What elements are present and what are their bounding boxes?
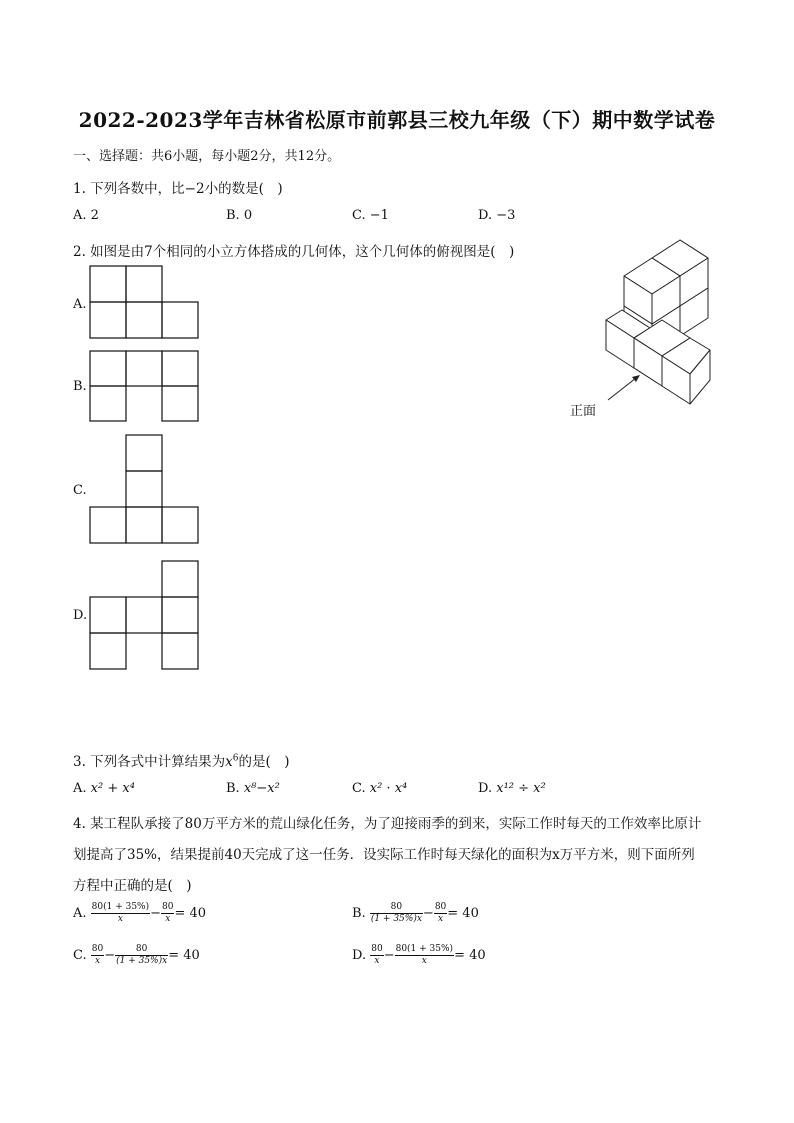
q4-option-b: [352, 902, 479, 925]
cube-front-label: 正面: [570, 404, 597, 419]
q2-option-d-figure: [88, 559, 200, 671]
q2-option-b-label: B.: [73, 379, 87, 394]
q4-b-op: −: [422, 906, 434, 921]
q3-option-c: [352, 781, 407, 796]
question-1-stem: 1. 下列各数中，比−2小的数是( ): [73, 181, 283, 197]
q4-b-num1: 80: [370, 902, 423, 914]
q4-c-den1: x: [94, 956, 101, 966]
q4-d-op: −: [383, 948, 395, 963]
q2-option-b-figure: [88, 349, 200, 423]
q3-option-a-label: A.: [73, 781, 91, 796]
q4-a-den1: x: [117, 914, 123, 924]
q4-a-num2: 80: [162, 902, 174, 912]
q3-option-b: [226, 781, 280, 796]
page-title: 2022-2023学年吉林省松原市前郭县三校九年级（下）期中数学试卷: [78, 108, 716, 132]
q4-d-num2: 80(1 + 35%): [395, 944, 454, 954]
q4-option-c-label: C.: [73, 948, 91, 963]
q4-a-num1: 80(1 + 35%): [91, 902, 150, 912]
q3-stem-pre: 3. 下列各式中计算结果为: [73, 754, 226, 770]
q4-a-op: −: [150, 906, 162, 921]
q3-option-c-label: C.: [352, 781, 370, 796]
q4-option-c: [73, 944, 200, 967]
q4-a-den2: x: [165, 914, 171, 924]
q4-option-d: [352, 944, 486, 967]
question-3-stem: [73, 750, 290, 770]
q3-stem-var: x: [225, 754, 233, 770]
q1-option-d: D. −3: [478, 208, 516, 223]
q4-option-a-label: A.: [73, 906, 91, 921]
q3-option-a-expr: x² + x⁴: [90, 781, 135, 796]
q4-d-den2: x: [421, 956, 427, 966]
q4-c-num1: 80: [91, 944, 104, 954]
q4-c-den2: (1 + 35%)x: [116, 956, 168, 966]
q4-c-op: −: [104, 948, 116, 963]
q2-option-c-label: C.: [73, 483, 87, 498]
q1-option-a: A. 2: [73, 208, 99, 223]
q1-option-c: C. −1: [352, 208, 389, 223]
q2-option-a-figure: [88, 264, 200, 340]
q3-option-d-label: D.: [478, 781, 497, 796]
section-heading: 一、选择题：共6小题，每小题2分，共12分。: [73, 149, 341, 164]
q2-option-a-label: A.: [73, 297, 87, 312]
q3-option-c-expr: x² · x⁴: [369, 781, 408, 796]
q3-stem-post: 的是( ): [238, 754, 290, 770]
q4-c-rhs: = 40: [168, 948, 200, 963]
question-4-line-1: 4. 某工程队承接了80万平方米的荒山绿化任务，为了迎接雨季的到来，实际工作时每天的工作效率比原计: [73, 816, 702, 832]
q2-option-c-figure: [88, 433, 200, 545]
q3-option-a: [73, 781, 135, 796]
q4-d-num1: 80: [371, 944, 383, 954]
q4-b-rhs: = 40: [447, 906, 479, 921]
q4-b-den1: (1 + 35%)x: [370, 914, 422, 924]
q3-stem-exp: 6: [232, 753, 239, 764]
question-4-line-2: 划提高了35%，结果提前40天完成了这一任务．设实际工作时每天绿化的面积为x万平方米，则下面所列: [73, 847, 695, 863]
question-2-stem: 2. 如图是由7个相同的小立方体搭成的几何体，这个几何体的俯视图是( ): [73, 244, 515, 260]
q4-c-num2: 80: [115, 944, 168, 956]
q3-option-b-label: B.: [226, 781, 244, 796]
q3-option-d: [478, 781, 546, 796]
q2-option-d-label: D.: [73, 608, 88, 623]
q1-option-b: B. 0: [226, 208, 253, 223]
q4-option-a: [73, 902, 206, 925]
q4-d-rhs: = 40: [454, 948, 486, 963]
q4-option-b-label: B.: [352, 906, 370, 921]
q4-a-rhs: = 40: [174, 906, 207, 921]
q3-option-b-expr: x⁸−x²: [243, 781, 280, 796]
q4-option-d-label: D.: [352, 948, 371, 963]
question-4-line-3: 方程中正确的是( ): [73, 878, 192, 894]
q4-b-den2: x: [438, 914, 444, 924]
q4-b-num2: 80: [434, 902, 447, 912]
q4-d-den1: x: [374, 956, 380, 966]
q3-option-d-expr: x¹² ÷ x²: [496, 781, 546, 796]
